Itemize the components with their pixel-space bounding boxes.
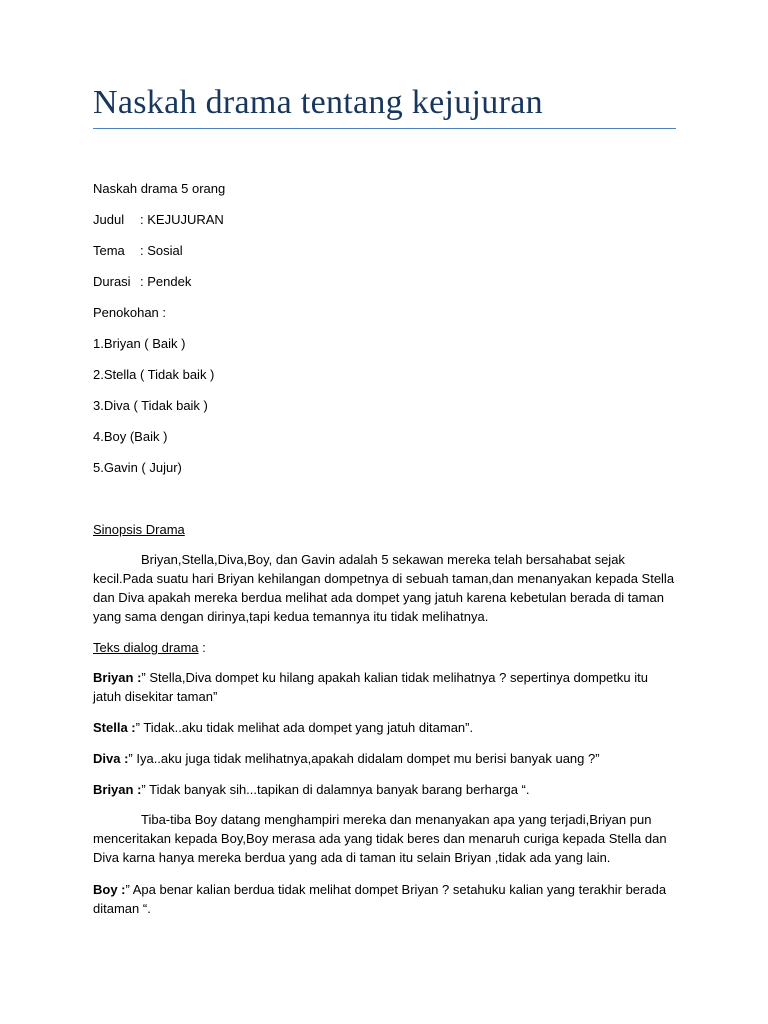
sinopsis-text: Briyan,Stella,Diva,Boy, dan Gavin adalah 5 sekawan mereka telah bersahabat sejak kecil.Pada suatu hari Briyan kehilangan dompetnya di sebuah taman,dan menanyakan kepada Stella dan Diva apakah mereka berdua melihat ada dompet yang jatuh karena kebetulan berada di taman yang sama dengan dirinya,tapi kedua temannya itu tidak melihatnya. — [93, 552, 675, 624]
document-title: Naskah drama tentang kejujuran — [93, 84, 543, 121]
dialog-speaker: Briyan : — [93, 670, 142, 685]
penokohan-label: Penokohan : — [93, 305, 167, 320]
character-item: 1.Briyan ( Baik ) — [93, 336, 186, 351]
dialog-text: ” Tidak..aku tidak melihat ada dompet yang jatuh ditaman”. — [135, 720, 474, 735]
dialog-line — [93, 749, 678, 768]
tema-value: : Sosial — [140, 243, 183, 258]
dialog-heading: Teks dialog drama — [93, 640, 199, 655]
dialog-speaker: Stella : — [93, 720, 136, 735]
durasi-line — [93, 274, 191, 290]
character-item: 2.Stella ( Tidak baik ) — [93, 367, 215, 382]
narration-paragraph — [93, 810, 678, 867]
character-item: 5.Gavin ( Jujur) — [93, 460, 182, 475]
dialog-line — [93, 780, 678, 799]
durasi-label: Durasi — [93, 274, 131, 289]
dialog-speaker: Diva : — [93, 751, 129, 766]
character-item: 4.Boy (Baik ) — [93, 429, 168, 444]
dialog-speaker: Briyan : — [93, 782, 142, 797]
dialog-speaker: Boy : — [93, 882, 126, 897]
dialog-line — [93, 668, 678, 706]
judul-label: Judul — [93, 212, 125, 227]
tema-label: Tema — [93, 243, 125, 258]
narration-text: Tiba-tiba Boy datang menghampiri mereka dan menanyakan apa yang terjadi,Briyan pun menceritakan kepada Boy,Boy merasa ada yang tidak beres dan menaruh curiga kepada Stella dan Diva karna hanya mereka berdua yang ada di taman itu selain Briyan ,tidak ada yang lain. — [93, 812, 667, 865]
character-item: 3.Diva ( Tidak baik ) — [93, 398, 208, 413]
subtitle-line: Naskah drama 5 orang — [93, 181, 226, 196]
dialog-text: ” Iya..aku juga tidak melihatnya,apakah didalam dompet mu berisi banyak uang ?” — [128, 751, 600, 766]
dialog-text: ” Apa benar kalian berdua tidak melihat dompet Briyan ? setahuku kalian yang terakhir berada ditaman “. — [93, 882, 667, 916]
judul-line — [93, 212, 224, 228]
dialog-line — [93, 718, 678, 737]
tema-line — [93, 243, 183, 259]
dialog-text: ” Tidak banyak sih...tapikan di dalamnya banyak barang berharga “. — [141, 782, 530, 797]
judul-value: : KEJUJURAN — [140, 212, 224, 227]
dialog-text: ” Stella,Diva dompet ku hilang apakah kalian tidak melihatnya ? sepertinya dompetku itu jatuh disekitar taman” — [93, 670, 648, 704]
sinopsis-heading: Sinopsis Drama — [93, 522, 185, 537]
dialog-line — [93, 880, 678, 918]
sinopsis-paragraph — [93, 550, 678, 626]
dialog-heading-suffix: : — [198, 640, 206, 655]
title-underline — [93, 128, 676, 129]
durasi-value: : Pendek — [140, 274, 192, 289]
dialog-heading-line — [93, 640, 206, 656]
